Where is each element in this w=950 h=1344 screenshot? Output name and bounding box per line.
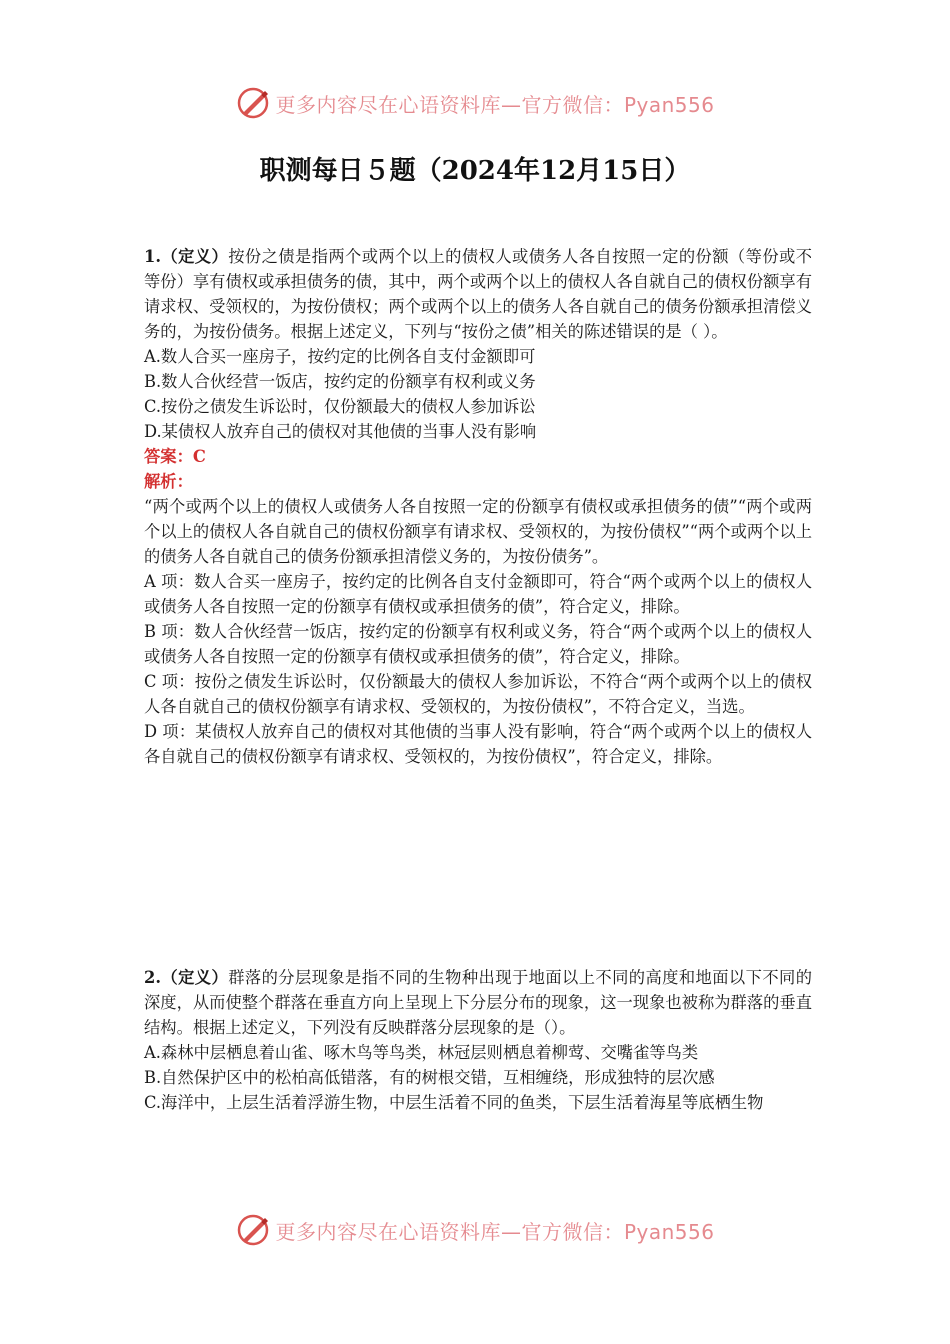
pen-logo-icon (235, 85, 271, 121)
question-type: （定义） (161, 247, 229, 266)
analysis-paragraph: B 项：数人合伙经营一饭店，按约定的份额享有权利或义务，符合“两个或两个以上的债权人或债务人各自按照一定的份额享有债权或承担债务的债”，符合定义，排除。 (144, 622, 812, 666)
question-number: 1. (144, 247, 161, 266)
page-title: 职测每日５题（2024年12月15日） (259, 156, 691, 186)
analysis-paragraph: “两个或两个以上的债权人或债务人各自按照一定的份额享有债权或承担债务的债”“两个或两个以上的债权人各自就自己的债权份额享有请求权、受领权的，为按份债权”“两个或两个以上的债务人各自就自己的债务份额承担清偿义务的，为按份债务”。 (144, 497, 812, 566)
option-d: D.某债权人放弃自己的债权对其他债的当事人没有影响 (144, 422, 537, 441)
option-c: C.海洋中，上层生活着浮游生物，中层生活着不同的鱼类，下层生活着海星等底栖生物 (144, 1093, 764, 1112)
question-text: 按份之债是指两个或两个以上的债权人或债务人各自按照一定的份额（等份或不等份）享有债权或承担债务的债，其中，两个或两个以上的债权人各自就自己的债权份额享有请求权、受领权的，为按份债权；两个或两个以上的债务人各自就自己的债务份额承担清偿义务的，为按份债务。根据上述定义，下列与“按份之债”相关的陈述错误的是（ ）。 (144, 247, 812, 341)
analysis-paragraph: D 项：某债权人放弃自己的债权对其他债的当事人没有影响，符合“两个或两个以上的债权人各自就自己的债权份额享有请求权、受领权的，为按份债权”，符合定义，排除。 (144, 722, 812, 766)
answer: 答案：C (144, 447, 206, 466)
option-a: A.数人合买一座房子，按约定的比例各自支付金额即可 (144, 347, 536, 366)
option-a: A.森林中层栖息着山雀、啄木鸟等鸟类，林冠层则栖息着柳莺、交嘴雀等鸟类 (144, 1043, 699, 1062)
analysis-paragraph: A 项：数人合买一座房子，按约定的比例各自支付金额即可，符合“两个或两个以上的债权人或债务人各自按照一定的份额享有债权或承担债务的债”，符合定义，排除。 (144, 572, 812, 616)
watermark-text: 更多内容尽在心语资料库—官方微信：Pyan556 (275, 92, 715, 117)
watermark-text: 更多内容尽在心语资料库—官方微信：Pyan556 (275, 1219, 715, 1244)
question-type: （定义） (161, 968, 229, 987)
option-b: B.自然保护区中的松柏高低错落，有的树根交错，互相缠绕，形成独特的层次感 (144, 1068, 715, 1087)
analysis-paragraph: C 项：按份之债发生诉讼时，仅份额最大的债权人参加诉讼，不符合“两个或两个以上的债权人各自就自己的债权份额享有请求权、受领权的，为按份债权”，不符合定义，当选。 (144, 672, 812, 716)
question-stem (144, 965, 812, 1040)
question-stem (144, 244, 812, 344)
question-text: 群落的分层现象是指不同的生物种出现于地面以上不同的高度和地面以下不同的深度，从而使整个群落在垂直方向上呈现上下分层分布的现象，这一现象也被称为群落的垂直结构。根据上述定义，下列没有反映群落分层现象的是（）。 (144, 968, 812, 1037)
analysis-label: 解析： (144, 472, 193, 491)
option-c: C.按份之债发生诉讼时，仅份额最大的债权人参加诉讼 (144, 397, 536, 416)
pen-logo-icon (235, 1212, 271, 1248)
watermark-banner (0, 1210, 950, 1250)
watermark-banner (0, 83, 950, 123)
question-2 (144, 965, 812, 1115)
question-number: 2. (144, 968, 161, 987)
question-1 (144, 244, 812, 769)
option-b: B.数人合伙经营一饭店，按约定的份额享有权利或义务 (144, 372, 536, 391)
